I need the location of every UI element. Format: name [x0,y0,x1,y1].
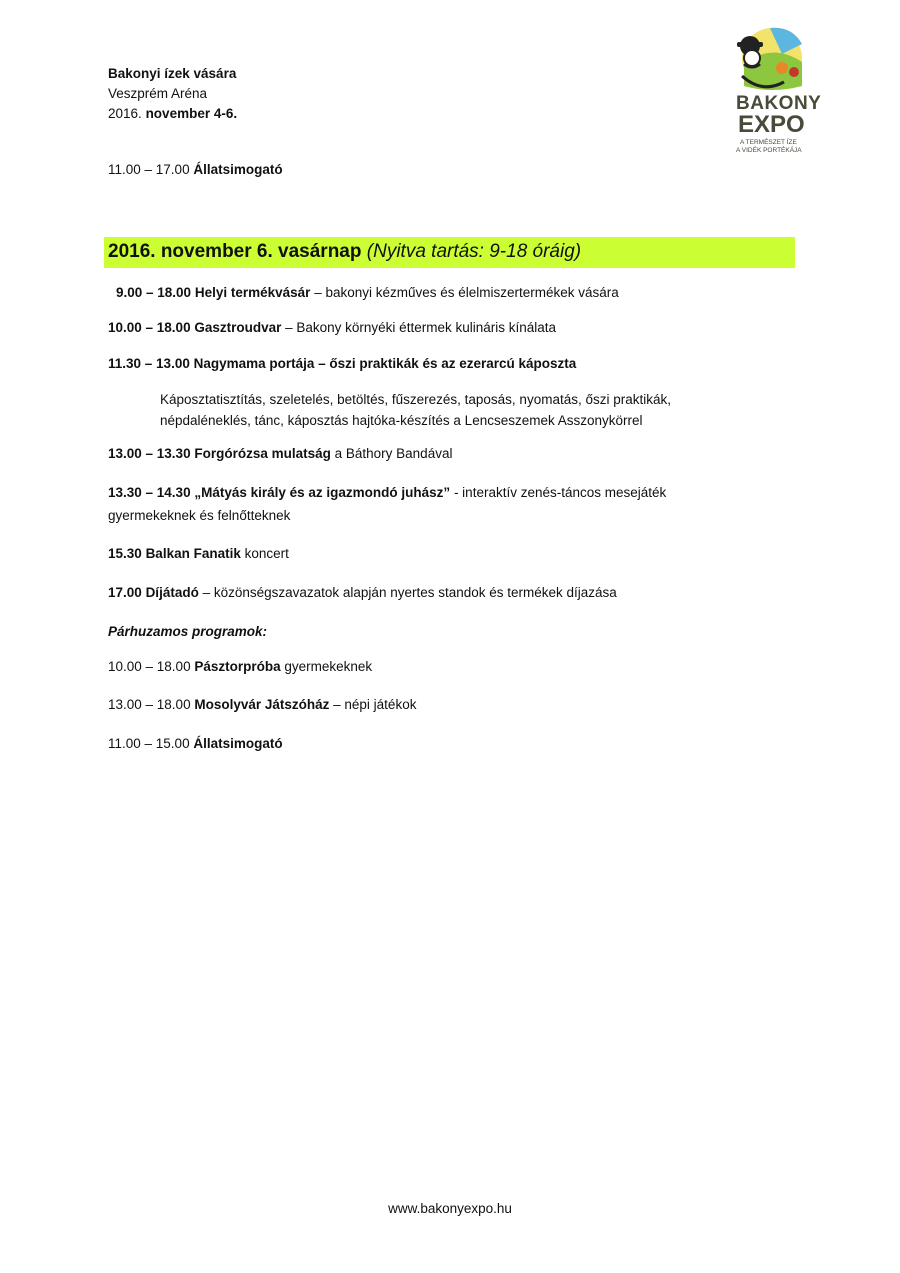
entry-description: – bakonyi kézműves és élelmiszertermékek vására [310,285,619,300]
day-banner [104,237,795,268]
entry-title: Helyi termékvásár [194,285,311,300]
date-days: november 4-6. [145,106,238,121]
program-item [108,320,556,335]
parallel-item [108,659,372,674]
entry-title: Forgórózsa mulatság [194,446,331,461]
venue: Veszprém Aréna [108,86,208,101]
program-item [108,546,289,561]
entry-time: 11.00 – 15.00 [108,736,190,751]
entry-title: „Mátyás király és az igazmondó juhász” [194,485,451,500]
date-year: 2016. [108,106,142,121]
entry-description: a Báthory Bandával [330,446,453,461]
entry-description: – Bakony környéki éttermek kulináris kínálata [281,320,557,335]
entry-description: – közönségszavazatok alapján nyertes standok és termékek díjazása [198,585,617,600]
entry-time: 11.00 – 17.00 [108,162,190,177]
bakony-expo-logo [722,24,822,160]
parallel-heading: Párhuzamos programok: [108,624,268,639]
entry-title: Állatsimogató [193,736,283,751]
nagymama-description [160,389,671,431]
entry-time: 11.30 – 13.00 [108,356,190,371]
parallel-item [108,736,283,751]
footer-url[interactable]: www.bakonyexpo.hu [388,1201,512,1216]
entry-title: Mosolyvár Játszóház [194,697,330,712]
logo-line1: BAKONY [736,93,822,114]
description-line: Káposztatisztítás, szeletelés, betöltés, fűszerezés, taposás, nyomatás, őszi praktikák, [160,392,671,407]
entry-title: Díjátadó [145,585,199,600]
prev-day-entry [108,162,283,177]
entry-time: 9.00 – 18.00 [116,285,192,300]
day-banner-text [108,240,581,264]
entry-title: Nagymama portája – őszi praktikák és az ezerarcú káposzta [193,356,577,371]
entry-time: 17.00 [108,585,142,600]
entry-time: 10.00 – 18.00 [108,659,191,674]
entry-title: Állatsimogató [193,162,283,177]
logo-line2: EXPO [738,111,805,138]
entry-time: 10.00 – 18.00 [108,320,191,335]
event-header [108,64,237,124]
entry-description: gyermekeknek [280,659,373,674]
entry-title: Balkan Fanatik [145,546,241,561]
program-item [108,485,666,500]
entry-time: 13.00 – 13.30 [108,446,191,461]
program-item [108,585,617,600]
entry-description: koncert [240,546,289,561]
entry-time: 13.00 – 18.00 [108,697,191,712]
entry-description: - interaktív zenés-táncos mesejáték [450,485,667,500]
event-name: Bakonyi ízek vására [108,66,237,81]
program-item [116,285,619,300]
entry-title: Gasztroudvar [194,320,282,335]
parallel-item [108,697,416,712]
opening-hours: (Nyitva tartás: 9-18 óráig) [366,241,582,262]
program-item [108,356,576,371]
entry-time: 13.30 – 14.30 [108,485,191,500]
description-line: népdaléneklés, tánc, káposztás hajtóka-készítés a Lencseszemek Asszonykörrel [160,413,643,428]
entry-time: 15.30 [108,546,142,561]
entry-description: gyermekeknek és felnőtteknek [108,508,291,523]
program-item-continued [108,508,290,523]
logo-tagline1: A TERMÉSZET ÍZE [740,139,797,146]
logo-tagline2: A VIDÉK PORTÉKÁJA [736,147,802,154]
entry-description: – népi játékok [329,697,417,712]
entry-title: Pásztorpróba [194,659,281,674]
event-dates [108,104,237,124]
program-item [108,446,452,461]
day-title: 2016. november 6. vasárnap [108,241,362,262]
